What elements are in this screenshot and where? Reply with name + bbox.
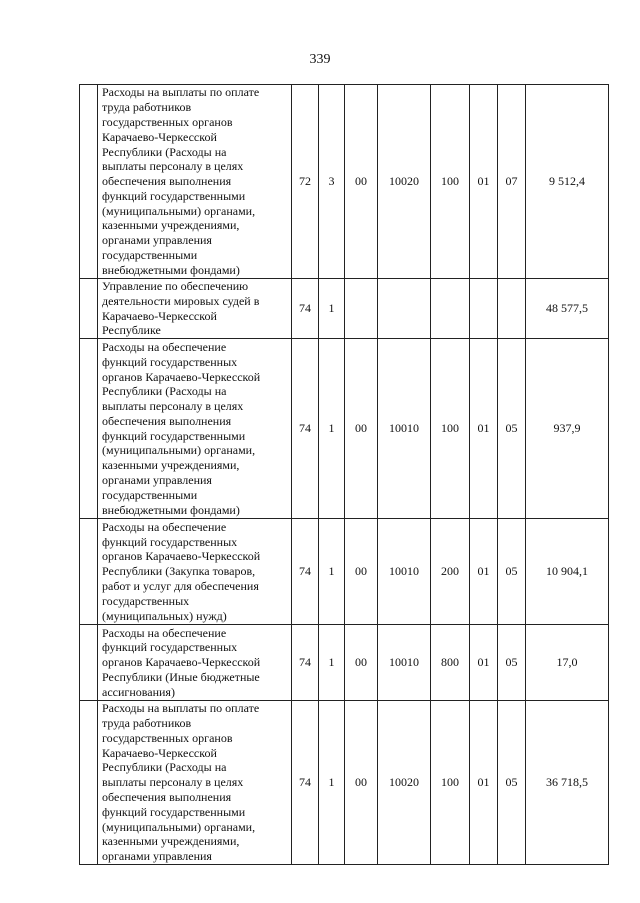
row-amount: 937,9 [526,339,609,519]
row-margin-cell [80,279,98,339]
program-code: 00 [345,85,378,279]
row-amount: 9 512,4 [526,85,609,279]
row-margin-cell [80,85,98,279]
description-text: Расходы на выплаты по оплате труда работников государственных органов Карачаево-Черкесской Республики (Расходы на выплаты персоналу в целях обеспечения выполнения функций государственными (муниципальными) органами, казенными учреждениями, органами управления государственными внебюджетными фондами) [102,85,260,277]
direction-code: 10010 [378,625,431,701]
grbs-code: 74 [292,519,319,625]
table-row [80,519,609,625]
row-description [98,279,292,339]
table-row [80,339,609,519]
row-margin-cell [80,625,98,701]
expense-type-code [431,279,470,339]
grbs-code: 74 [292,625,319,701]
expense-type-code: 100 [431,701,470,865]
sub-subsection-code: 07 [498,85,526,279]
subsection-code: 01 [470,339,498,519]
description-text: Расходы на обеспечение функций государственных органов Карачаево-Черкесской Республики (Закупка товаров, работ и услуг для обеспечения государственных (муниципальных) нужд) [102,519,261,623]
description-text: Расходы на обеспечение функций государственных органов Карачаево-Черкесской Республики (Расходы на выплаты персоналу в целях обеспечения выполнения функций государственными (муниципальными) органами, казенными учреждениями, органами управления государственными внебюджетными фондами) [102,339,261,517]
section-code: 1 [319,339,345,519]
subsection-code: 01 [470,625,498,701]
sub-subsection-code [498,279,526,339]
expense-type-code: 200 [431,519,470,625]
table-row [80,625,609,701]
program-code [345,279,378,339]
direction-code: 10010 [378,519,431,625]
direction-code: 10020 [378,85,431,279]
expense-type-code: 100 [431,85,470,279]
grbs-code: 74 [292,701,319,865]
row-margin-cell [80,519,98,625]
section-code: 1 [319,625,345,701]
section-code: 1 [319,701,345,865]
row-description [98,701,292,865]
budget-table [79,84,609,865]
section-code: 1 [319,519,345,625]
sub-subsection-code: 05 [498,339,526,519]
row-description [98,519,292,625]
program-code: 00 [345,519,378,625]
program-code: 00 [345,625,378,701]
row-amount: 10 904,1 [526,519,609,625]
grbs-code: 74 [292,339,319,519]
table-row [80,279,609,339]
subsection-code: 01 [470,519,498,625]
grbs-code: 74 [292,279,319,339]
subsection-code: 01 [470,85,498,279]
sub-subsection-code: 05 [498,701,526,865]
program-code: 00 [345,339,378,519]
row-amount: 48 577,5 [526,279,609,339]
description-text: Управление по обеспечению деятельности мировых судей в Карачаево-Черкесской Республике [102,279,260,338]
subsection-code: 01 [470,701,498,865]
table-row [80,701,609,865]
row-margin-cell [80,339,98,519]
page-number: 339 [309,52,331,67]
row-margin-cell [80,701,98,865]
section-code: 3 [319,85,345,279]
table-row [80,85,609,279]
section-code: 1 [319,279,345,339]
expense-type-code: 100 [431,339,470,519]
row-description [98,339,292,519]
grbs-code: 72 [292,85,319,279]
description-text: Расходы на выплаты по оплате труда работников государственных органов Карачаево-Черкесской Республики (Расходы на выплаты персоналу в целях обеспечения выполнения функций государственными (муниципальными) органами, казенными учреждениями, органами управления [102,701,260,864]
sub-subsection-code: 05 [498,519,526,625]
program-code: 00 [345,701,378,865]
direction-code: 10020 [378,701,431,865]
direction-code: 10010 [378,339,431,519]
row-description [98,625,292,701]
subsection-code [470,279,498,339]
expense-type-code: 800 [431,625,470,701]
row-amount: 17,0 [526,625,609,701]
direction-code [378,279,431,339]
row-amount: 36 718,5 [526,701,609,865]
row-description [98,85,292,279]
description-text: Расходы на обеспечение функций государственных органов Карачаево-Черкесской Республики (Иные бюджетные ассигнования) [102,625,261,699]
sub-subsection-code: 05 [498,625,526,701]
